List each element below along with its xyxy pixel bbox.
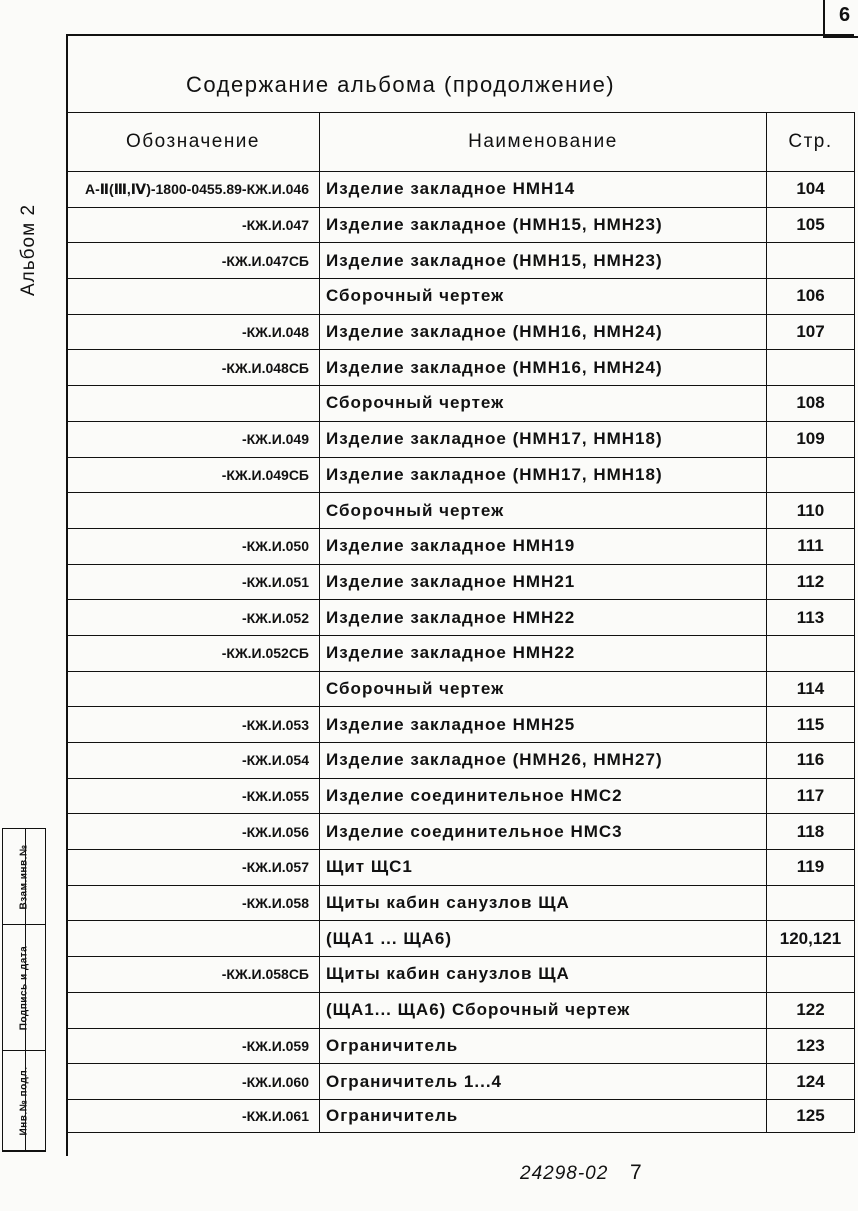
row-name: Изделие закладное (НМН16, НМН24) <box>320 314 767 350</box>
table-row <box>67 350 855 386</box>
table-row <box>67 921 855 957</box>
table-row <box>67 635 855 671</box>
table-row <box>67 243 855 279</box>
row-page: 114 <box>767 671 855 707</box>
table-row <box>67 528 855 564</box>
row-page: 111 <box>767 528 855 564</box>
table-row <box>67 778 855 814</box>
row-page <box>767 885 855 921</box>
row-name: Сборочный чертеж <box>320 493 767 529</box>
row-code: -КЖ.И.058СБ <box>67 957 320 993</box>
row-code: -КЖ.И.055 <box>67 778 320 814</box>
stamp-label-replacement: Взам.инв.№ <box>18 843 30 910</box>
row-code: -КЖ.И.047СБ <box>67 243 320 279</box>
row-code: -КЖ.И.047 <box>67 207 320 243</box>
side-stamp <box>2 828 46 1152</box>
table-row <box>67 279 855 315</box>
row-code <box>67 921 320 957</box>
table-row <box>67 671 855 707</box>
row-page: 106 <box>767 279 855 315</box>
row-name: Изделие закладное НМН22 <box>320 600 767 636</box>
row-name: Ограничитель <box>320 1028 767 1064</box>
sheet-number: 7 <box>630 1161 642 1184</box>
row-page <box>767 243 855 279</box>
row-name: Ограничитель <box>320 1099 767 1132</box>
row-name: Изделие закладное НМН21 <box>320 564 767 600</box>
table-header-row <box>67 113 855 172</box>
album-label <box>14 190 44 310</box>
table-row <box>67 600 855 636</box>
table-row <box>67 707 855 743</box>
document-number: 24298-02 <box>520 1163 609 1184</box>
row-code <box>67 279 320 315</box>
row-name: Изделие закладное (НМН16, НМН24) <box>320 350 767 386</box>
row-code: -КЖ.И.048СБ <box>67 350 320 386</box>
stamp-divider <box>25 829 26 1151</box>
row-page: 110 <box>767 493 855 529</box>
row-code: -КЖ.И.059 <box>67 1028 320 1064</box>
row-code: -КЖ.И.053 <box>67 707 320 743</box>
row-code: -КЖ.И.051 <box>67 564 320 600</box>
table-row <box>67 421 855 457</box>
table-body <box>67 172 855 1133</box>
album-label-text: Альбом 2 <box>18 203 39 297</box>
table-row <box>67 386 855 422</box>
row-code: -КЖ.И.050 <box>67 528 320 564</box>
row-code: -КЖ.И.052 <box>67 600 320 636</box>
column-header-code: Обозначение <box>67 113 320 172</box>
row-code: -КЖ.И.052СБ <box>67 635 320 671</box>
row-name: Изделие закладное (НМН26, НМН27) <box>320 743 767 779</box>
row-name: Ограничитель 1...4 <box>320 1064 767 1100</box>
row-code: -КЖ.И.061 <box>67 1099 320 1132</box>
contents-table <box>66 112 855 1133</box>
row-name: Изделие соединительное НМС3 <box>320 814 767 850</box>
stamp-label-inventory: Инв.№ подл. <box>18 1065 30 1136</box>
table-row <box>67 1064 855 1100</box>
row-code: А-Ⅱ(Ⅲ,Ⅳ)-1800-0455.89-КЖ.И.046 <box>67 172 320 208</box>
row-name: Изделие закладное (НМН15, НМН23) <box>320 243 767 279</box>
row-page: 117 <box>767 778 855 814</box>
row-page: 109 <box>767 421 855 457</box>
row-name: Изделие закладное НМН22 <box>320 635 767 671</box>
page-corner-number: 6 <box>839 4 851 26</box>
row-name: Изделие закладное (НМН17, НМН18) <box>320 421 767 457</box>
row-name: Щиты кабин санузлов ЩА <box>320 957 767 993</box>
table-row <box>67 957 855 993</box>
table-row <box>67 564 855 600</box>
row-page: 119 <box>767 850 855 886</box>
row-code: -КЖ.И.058 <box>67 885 320 921</box>
row-code: -КЖ.И.057 <box>67 850 320 886</box>
row-code: -КЖ.И.054 <box>67 743 320 779</box>
row-name: Сборочный чертеж <box>320 279 767 315</box>
table-row <box>67 885 855 921</box>
row-page: 104 <box>767 172 855 208</box>
row-page: 112 <box>767 564 855 600</box>
table-row <box>67 207 855 243</box>
row-code <box>67 386 320 422</box>
table-row <box>67 814 855 850</box>
row-page: 107 <box>767 314 855 350</box>
row-page: 105 <box>767 207 855 243</box>
row-name: Щиты кабин санузлов ЩА <box>320 885 767 921</box>
row-name: (ЩА1... ЩА6) Сборочный чертеж <box>320 992 767 1028</box>
row-code <box>67 671 320 707</box>
row-code: -КЖ.И.048 <box>67 314 320 350</box>
column-header-page: Стр. <box>767 113 855 172</box>
row-code: -КЖ.И.056 <box>67 814 320 850</box>
row-page: 123 <box>767 1028 855 1064</box>
table-row <box>67 314 855 350</box>
row-code <box>67 992 320 1028</box>
row-page: 122 <box>767 992 855 1028</box>
row-page <box>767 350 855 386</box>
stamp-label-signature: Подпись и дата <box>18 945 30 1030</box>
row-name: Щит ЩС1 <box>320 850 767 886</box>
row-name: (ЩА1 ... ЩА6) <box>320 921 767 957</box>
row-code: -КЖ.И.060 <box>67 1064 320 1100</box>
table-row <box>67 850 855 886</box>
row-page <box>767 957 855 993</box>
row-code: -КЖ.И.049 <box>67 421 320 457</box>
table-row <box>67 1028 855 1064</box>
row-page: 108 <box>767 386 855 422</box>
row-page: 113 <box>767 600 855 636</box>
table-row <box>67 457 855 493</box>
row-name: Изделие закладное НМН14 <box>320 172 767 208</box>
row-name: Изделие закладное (НМН15, НМН23) <box>320 207 767 243</box>
row-name: Изделие закладное (НМН17, НМН18) <box>320 457 767 493</box>
table-row <box>67 172 855 208</box>
row-page <box>767 457 855 493</box>
table-row <box>67 992 855 1028</box>
row-page: 125 <box>767 1099 855 1132</box>
table-row <box>67 743 855 779</box>
table-row <box>67 1099 855 1132</box>
row-name: Изделие закладное НМН25 <box>320 707 767 743</box>
row-page: 115 <box>767 707 855 743</box>
page-corner-box <box>823 0 858 38</box>
row-name: Изделие закладное НМН19 <box>320 528 767 564</box>
row-name: Сборочный чертеж <box>320 671 767 707</box>
row-page: 124 <box>767 1064 855 1100</box>
page-title: Содержание альбома (продолжение) <box>186 72 616 97</box>
row-page: 116 <box>767 743 855 779</box>
row-code <box>67 493 320 529</box>
column-header-name: Наименование <box>320 113 767 172</box>
row-code: -КЖ.И.049СБ <box>67 457 320 493</box>
stamp-cell-inventory <box>3 1051 45 1151</box>
row-page <box>767 635 855 671</box>
row-name: Изделие соединительное НМС2 <box>320 778 767 814</box>
row-name: Сборочный чертеж <box>320 386 767 422</box>
stamp-cell-signature <box>3 925 45 1051</box>
row-page: 118 <box>767 814 855 850</box>
table-row <box>67 493 855 529</box>
stamp-cell-replacement <box>3 829 45 925</box>
row-page: 120,121 <box>767 921 855 957</box>
